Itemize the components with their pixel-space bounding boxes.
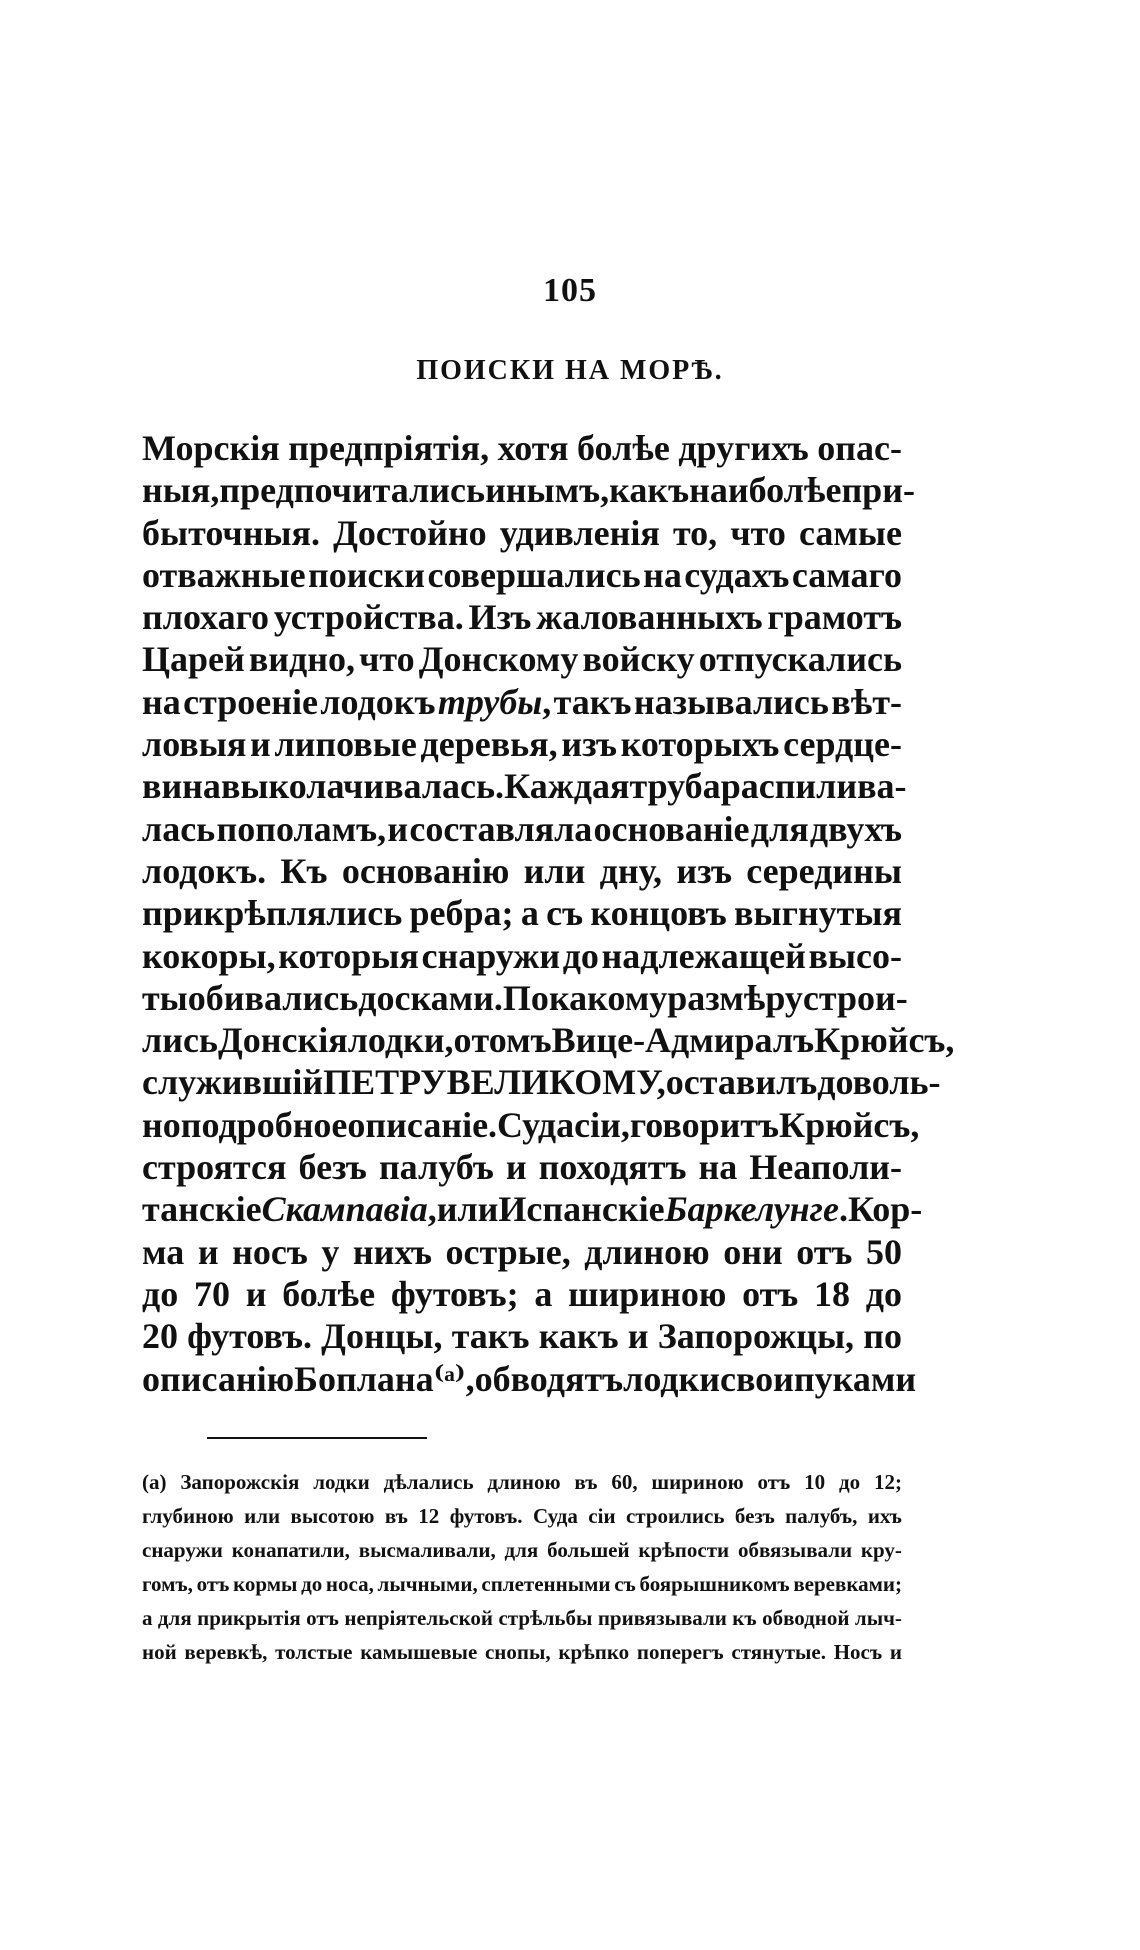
page-number: 105 xyxy=(543,272,597,309)
text-line: а для прикрытія отъ непріятельской стрѣльбы привязывали къ обводной лыч- xyxy=(142,1606,902,1630)
text-line: ма и носъ у нихъ острые, длиною они отъ 50 xyxy=(142,1231,902,1272)
text-line: на строеніе лодокъ трубы, такъ назывались вѣт- xyxy=(142,681,902,722)
text-line: лись Донскія лодки, о томъ Вице-Адмиралъ Крюйсъ, xyxy=(142,1020,955,1061)
text-line: ной веревкѣ, толстые камышевые снопы, крѣпко поперегъ стянутые. Носъ и xyxy=(142,1640,902,1664)
text-line: строятся безъ палубъ и походятъ на Неаполи- xyxy=(142,1147,902,1188)
text-line: вина выколачивалась. Каждая труба распилива- xyxy=(142,766,907,807)
footnote-divider xyxy=(207,1437,427,1439)
text-line: глубиною или высотою въ 12 футовъ. Суда сіи строились безъ палубъ, ихъ xyxy=(142,1504,902,1528)
text-line: до 70 и болѣе футовъ; а шириною отъ 18 до xyxy=(142,1273,902,1314)
section-title: ПОИСКИ НА МОРѢ. xyxy=(416,355,724,386)
body-text xyxy=(142,427,955,1400)
text-line: ныя, предпочитались инымъ, какъ наиболѣе при- xyxy=(142,470,915,511)
text-line: лась пополамъ, и составляла основаніе для двухъ xyxy=(142,808,902,849)
text-line: прикрѣплялись ребра; а съ концовъ выгнутыя xyxy=(142,893,902,934)
footnote xyxy=(142,1465,902,1669)
text-line: Морскія предпріятія, хотя болѣе другихъ опас- xyxy=(142,428,902,468)
text-line: ловыя и липовые деревья, изъ которыхъ сердце- xyxy=(142,724,902,765)
text-line: лодокъ. Къ основанію или дну, изъ середины xyxy=(142,850,902,891)
text-line: служившій ПЕТРУ ВЕЛИКОМУ, оставилъ доволь- xyxy=(142,1062,941,1103)
text-line: 20 футовъ. Донцы, такъ какъ и Запорожцы, по xyxy=(142,1316,902,1357)
text-line: гомъ, отъ кормы до носа, лычными, сплетенными съ боярышникомъ веревками; xyxy=(142,1572,902,1596)
text-line: кокоры, которыя снаружи до надлежащей высо- xyxy=(142,935,902,976)
text-line: быточныя. Достойно удивленія то, что самые xyxy=(142,512,902,553)
text-line: ты обивались досками. По какому размѣру строи- xyxy=(142,977,908,1018)
text-line: (а) Запорожскія лодки дѣлались длиною въ 60, шириною отъ 10 до 12; xyxy=(142,1470,902,1494)
text-line: отважные поиски совершались на судахъ самаго xyxy=(142,554,902,595)
text-line: Царей видно, что Донскому войску отпускались xyxy=(142,639,902,680)
text-line: снаружи конапатили, высмаливали, для большей крѣпости обвязывали кру- xyxy=(142,1538,902,1562)
text-line: но подробное описаніе. Суда сіи, говоритъ Крюйсъ, xyxy=(142,1104,920,1145)
text-line: танскіе Скампавіа, или Испанскіе Баркелунге. Кор- xyxy=(142,1189,923,1230)
text-line: описанію Боплана ⁽ᵃ⁾, обводятъ лодки свои пуками xyxy=(142,1358,917,1399)
text-line: плохаго устройства. Изъ жалованныхъ грамотъ xyxy=(142,597,902,638)
